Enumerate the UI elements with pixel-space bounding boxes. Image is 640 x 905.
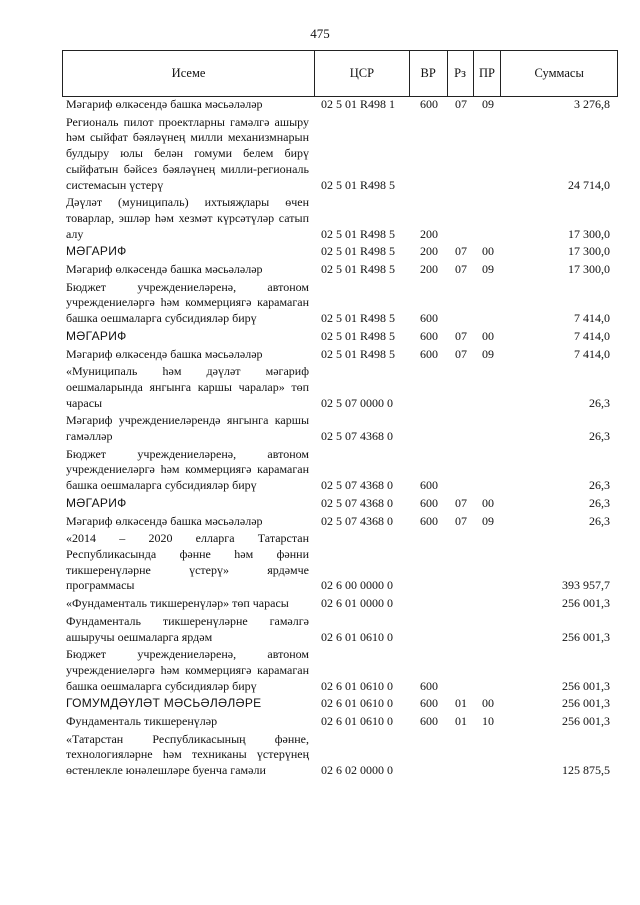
cell-vr: 600	[420, 346, 438, 361]
cell-sum: 256 001,3	[562, 696, 610, 711]
table-row	[62, 329, 618, 345]
table-row	[62, 244, 618, 260]
cell-vr: 600	[420, 696, 438, 711]
cell-sum: 17 300,0	[568, 244, 610, 259]
cell-name: Мәгариф өлкәсендә башка мәсьәләләр	[66, 513, 263, 528]
cell-vr: 600	[420, 478, 438, 493]
cell-csr: 02 5 01 R498 1	[321, 97, 396, 111]
cell-pr: 09	[482, 262, 494, 277]
cell-csr: 02 6 01 0610 0	[321, 696, 393, 711]
cell-rz: 07	[455, 244, 467, 259]
cell-sum: 7 414,0	[574, 346, 610, 361]
table-row	[62, 413, 618, 444]
cell-vr: 600	[420, 714, 438, 729]
cell-vr: 600	[420, 311, 438, 326]
cell-sum: 7 414,0	[574, 328, 610, 343]
cell-sum: 26,3	[589, 513, 610, 528]
cell-sum: 256 001,3	[562, 714, 610, 729]
table-row	[62, 496, 618, 512]
cell-name: МӘГАРИФ	[66, 495, 127, 510]
table-row	[62, 614, 618, 645]
page-number: 475	[310, 26, 330, 41]
cell-csr: 02 5 01 R498 5	[321, 328, 396, 343]
row-gap	[62, 779, 618, 781]
cell-rz: 07	[455, 97, 467, 111]
cell-name: «2014 – 2020 елларга Татарстан Республикасында фәнне һәм фәнни тикшеренүләрне үстерү» ярдәмче программасы	[66, 531, 309, 593]
cell-sum: 17 300,0	[568, 262, 610, 277]
cell-pr: 00	[482, 495, 494, 510]
cell-csr: 02 5 07 4368 0	[321, 429, 393, 444]
cell-vr: 200	[420, 262, 438, 277]
column-header-rz: Рз	[448, 51, 474, 96]
cell-vr: 200	[420, 226, 438, 241]
cell-sum: 26,3	[589, 429, 610, 444]
cell-rz: 07	[455, 495, 467, 510]
cell-rz: 01	[455, 696, 467, 711]
cell-sum: 393 957,7	[562, 578, 610, 593]
cell-name: Бюджет учреждениеләренә, автоном учреждениеләргә һәм коммерциягә карамаган башка оешмаларга субсидияләр бирү	[66, 647, 309, 693]
cell-sum: 26,3	[589, 478, 610, 493]
cell-name: Бюджет учреждениеләренә, автоном учреждениеләргә һәм коммерциягә карамаган башка оешмаларга субсидияләр бирү	[66, 446, 309, 493]
table-row	[62, 732, 618, 779]
cell-rz: 07	[455, 346, 467, 361]
cell-name: Мәгариф өлкәсендә башка мәсьәләләр	[66, 97, 263, 111]
table-row	[62, 531, 618, 594]
column-header-csr: ЦСР	[315, 51, 410, 96]
cell-sum: 125 875,5	[562, 763, 610, 778]
cell-pr: 09	[482, 346, 494, 361]
cell-name: Фундаменталь тикшеренүләр	[66, 714, 218, 729]
cell-name: «Татарстан Республикасының фәнне, технологияләрне һәм техниканы үстерүнең өстенлекле юнәлешләре буенча гамәли	[66, 731, 309, 778]
cell-csr: 02 6 01 0610 0	[321, 629, 393, 644]
cell-name: Региональ пилот проектларны гамәлгә ашыру һәм сыйфат бәяләүнең милли механизмнарын булдыру юлы белән гомуми белем бирү сыйфатын бәйсез бәяләүнең милли-региональ системасын үстерү	[66, 114, 309, 192]
cell-sum: 26,3	[589, 395, 610, 410]
table-row	[62, 115, 618, 194]
table-header	[62, 50, 618, 97]
cell-pr: 00	[482, 696, 494, 711]
column-header-pr: ПР	[474, 51, 502, 96]
cell-csr: 02 5 07 4368 0	[321, 513, 393, 528]
cell-csr: 02 5 07 4368 0	[321, 478, 393, 493]
cell-csr: 02 5 01 R498 5	[321, 244, 396, 259]
cell-name: ГОМУМДӘҮЛӘТ МӘСЬӘЛӘЛӘРЕ	[66, 696, 262, 711]
table-row	[62, 97, 618, 113]
table-row	[62, 347, 618, 363]
cell-name: Фундаменталь тикшеренүләрне гамәлгә ашыручы оешмаларга ярдәм	[66, 613, 309, 644]
column-header-name: Исеме	[63, 51, 315, 96]
cell-sum: 24 714,0	[568, 177, 610, 192]
cell-rz: 01	[455, 714, 467, 729]
cell-name: «Фундаменталь тикшеренүләр» төп чарасы	[66, 596, 289, 611]
cell-pr: 10	[482, 714, 494, 729]
cell-vr: 600	[420, 513, 438, 528]
table-row	[62, 596, 618, 612]
table-row	[62, 514, 618, 530]
cell-csr: 02 5 01 R498 5	[321, 177, 396, 192]
cell-name: МӘГАРИФ	[66, 244, 127, 259]
cell-csr: 02 6 01 0610 0	[321, 678, 393, 693]
column-header-vr: ВР	[410, 51, 448, 96]
cell-sum: 17 300,0	[568, 226, 610, 241]
cell-vr: 600	[420, 328, 438, 343]
table-row	[62, 447, 618, 494]
cell-name: Мәгариф учреждениеләрендә янгынга каршы гамәлләр	[66, 413, 309, 444]
cell-pr: 09	[482, 513, 494, 528]
table-row	[62, 195, 618, 242]
cell-name: Бюджет учреждениеләренә, автоном учреждениеләргә һәм коммерциягә карамаган башка оешмаларга субсидияләр бирү	[66, 279, 309, 326]
table-row	[62, 364, 618, 411]
cell-csr: 02 5 01 R498 5	[321, 346, 396, 361]
cell-csr: 02 6 00 0000 0	[321, 578, 393, 593]
cell-csr: 02 6 01 0000 0	[321, 596, 393, 611]
cell-sum: 256 001,3	[562, 596, 610, 611]
cell-vr: 600	[420, 678, 438, 693]
cell-name: МӘГАРИФ	[66, 328, 127, 343]
cell-rz: 07	[455, 513, 467, 528]
table-row	[62, 696, 618, 712]
cell-sum: 256 001,3	[562, 629, 610, 644]
table-row	[62, 280, 618, 327]
cell-sum: 3 276,8	[574, 97, 610, 111]
cell-name: «Муниципаль һәм дәүләт мәгариф оешмаларында янгынга каршы чаралар» төп чарасы	[66, 364, 309, 410]
cell-csr: 02 6 01 0610 0	[321, 714, 393, 729]
cell-pr: 09	[482, 97, 494, 111]
cell-csr: 02 6 02 0000 0	[321, 763, 393, 778]
column-header-sum: Суммасы	[534, 66, 584, 80]
cell-csr: 02 5 07 4368 0	[321, 495, 393, 510]
cell-vr: 600	[420, 495, 438, 510]
cell-vr: 600	[420, 97, 438, 111]
cell-name: Дәүләт (муниципаль) ихтыяҗлары өчен товарлар, эшләр һәм хезмәт күрсәтүләр сатып алу	[66, 195, 309, 241]
cell-csr: 02 5 07 0000 0	[321, 395, 393, 410]
budget-table-body	[62, 97, 618, 781]
cell-csr: 02 5 01 R498 5	[321, 226, 396, 241]
cell-csr: 02 5 01 R498 5	[321, 311, 396, 326]
cell-sum: 256 001,3	[562, 678, 610, 693]
cell-name: Мәгариф өлкәсендә башка мәсьәләләр	[66, 346, 263, 361]
cell-vr: 200	[420, 244, 438, 259]
cell-sum: 26,3	[589, 495, 610, 510]
table-row	[62, 714, 618, 730]
cell-name: Мәгариф өлкәсендә башка мәсьәләләр	[66, 262, 263, 277]
cell-rz: 07	[455, 328, 467, 343]
cell-csr: 02 5 01 R498 5	[321, 262, 396, 277]
cell-sum: 7 414,0	[574, 311, 610, 326]
cell-pr: 00	[482, 244, 494, 259]
table-row	[62, 647, 618, 694]
cell-pr: 00	[482, 328, 494, 343]
table-row	[62, 262, 618, 278]
cell-rz: 07	[455, 262, 467, 277]
